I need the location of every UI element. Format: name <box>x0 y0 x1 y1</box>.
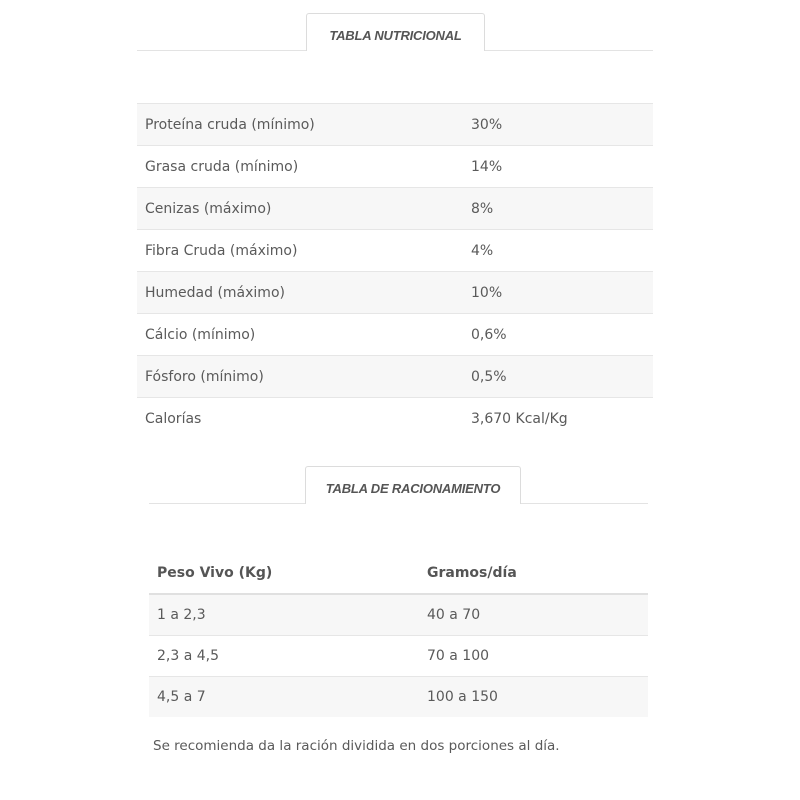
grams-cell: 70 a 100 <box>419 636 648 677</box>
nutrient-label: Fibra Cruda (máximo) <box>137 230 463 272</box>
table-row <box>149 594 648 636</box>
grams-cell: 40 a 70 <box>419 594 648 636</box>
nutrient-label: Calorías <box>137 398 463 440</box>
nutrient-value: 0,5% <box>463 356 653 398</box>
table-row <box>149 677 648 718</box>
nutrient-label: Humedad (máximo) <box>137 272 463 314</box>
nutrient-value: 30% <box>463 104 653 146</box>
nutrient-value: 10% <box>463 272 653 314</box>
nutrition-table <box>137 103 653 439</box>
table-header-row <box>149 553 648 594</box>
nutrient-label: Fósforo (mínimo) <box>137 356 463 398</box>
table-row <box>137 356 653 398</box>
table-row <box>137 398 653 440</box>
nutrient-label: Grasa cruda (mínimo) <box>137 146 463 188</box>
table-row <box>137 272 653 314</box>
table-row <box>149 636 648 677</box>
ration-table <box>149 553 648 717</box>
tab-ration-label: TABLA DE RACIONAMIENTO <box>325 481 501 496</box>
nutrient-label: Cenizas (máximo) <box>137 188 463 230</box>
nutrient-value: 14% <box>463 146 653 188</box>
column-header-weight: Peso Vivo (Kg) <box>149 553 419 594</box>
nutrient-label: Proteína cruda (mínimo) <box>137 104 463 146</box>
nutrient-value: 8% <box>463 188 653 230</box>
tab-nutrition[interactable] <box>306 13 485 51</box>
weight-cell: 1 a 2,3 <box>149 594 419 636</box>
tab-nutrition-label: TABLA NUTRICIONAL <box>329 28 462 43</box>
nutrient-value: 4% <box>463 230 653 272</box>
nutrient-label: Cálcio (mínimo) <box>137 314 463 356</box>
table-row <box>137 230 653 272</box>
table-row <box>137 188 653 230</box>
tab-ration[interactable] <box>305 466 521 504</box>
nutrient-value: 0,6% <box>463 314 653 356</box>
nutrient-value: 3,670 Kcal/Kg <box>463 398 653 440</box>
weight-cell: 4,5 a 7 <box>149 677 419 718</box>
grams-cell: 100 a 150 <box>419 677 648 718</box>
table-row <box>137 146 653 188</box>
table-row <box>137 104 653 146</box>
table-row <box>137 314 653 356</box>
ration-note: Se recomienda da la ración dividida en dos porciones al día. <box>153 738 560 754</box>
column-header-grams: Gramos/día <box>419 553 648 594</box>
weight-cell: 2,3 a 4,5 <box>149 636 419 677</box>
